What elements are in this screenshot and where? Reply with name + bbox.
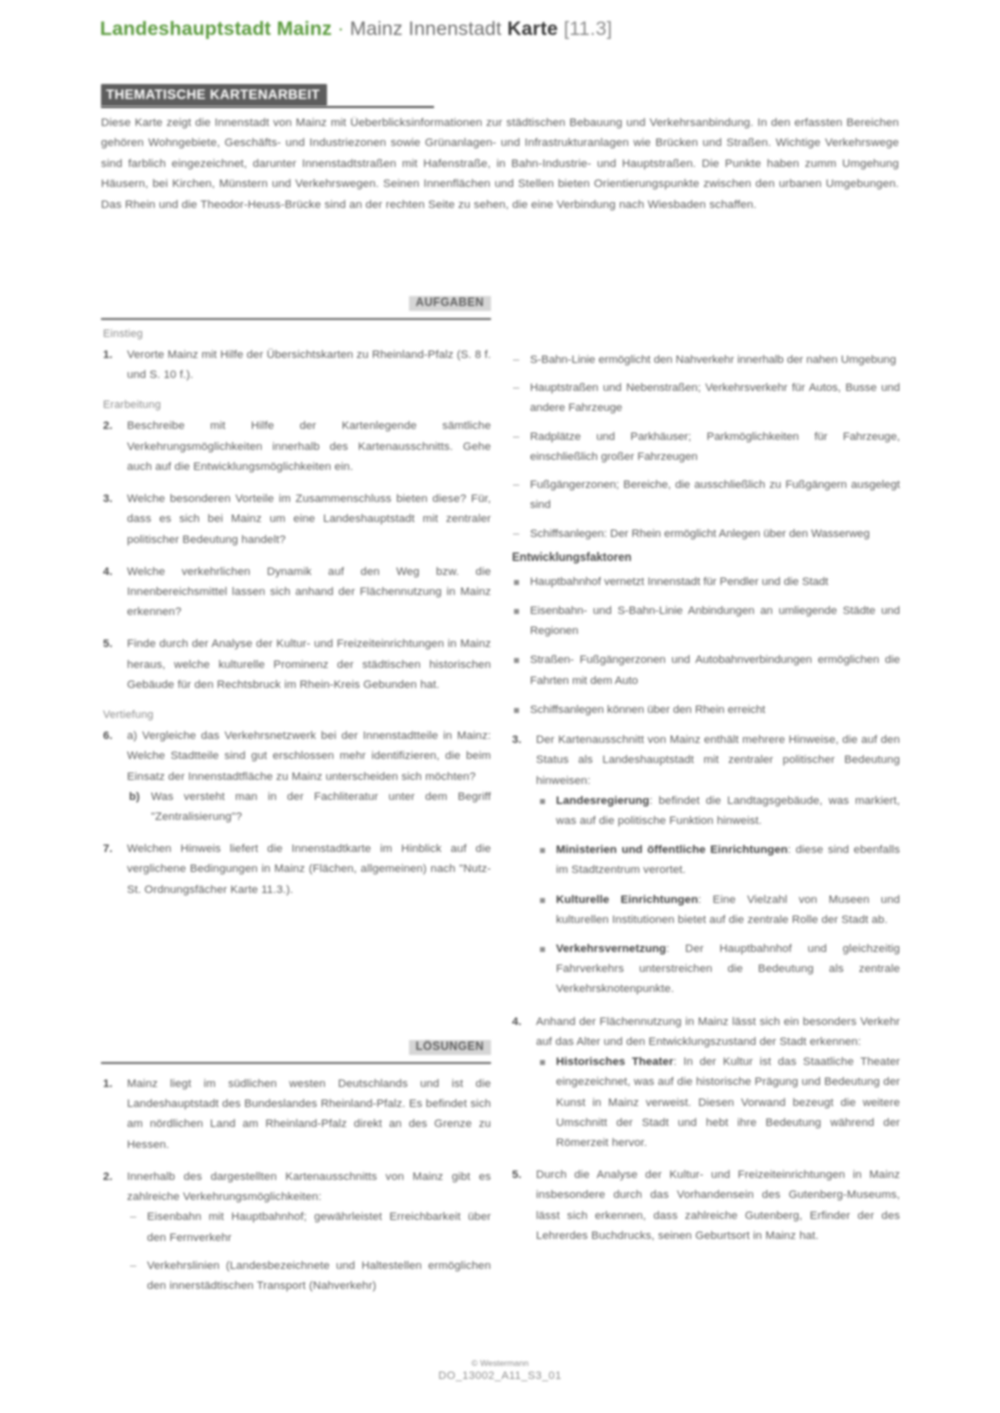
bullet-text: : befindet die Landtagsgebäude, was markiert, was auf die politische Funktion hinweist. [556, 794, 900, 827]
task-item [101, 726, 491, 827]
subtask-item [127, 787, 491, 827]
dash-item: – Eisenbahn mit Hauptbahnhof; gewährleistet Erreichbarkeit über den Fernverkehr [127, 1207, 491, 1247]
task-item [101, 562, 491, 623]
section-rule-loesungen [101, 1062, 491, 1064]
bullet-item [536, 791, 900, 831]
task-item [101, 345, 491, 385]
entwicklungsfaktoren-list [510, 572, 900, 720]
bullet-text: : In der Kultur ist das Staatliche Theater eingezeichnet, was auf die historische Prägung und Bedeutung der Kunst in Mainz verweist. Diesen Vorwand bezeugt die weitere Umschnitt der Stadt und hebt ihre Bedeutung während der Römerzeit hervor. [556, 1056, 900, 1149]
task-number: 6. [103, 730, 113, 743]
solution-dash-list-continued [510, 350, 900, 544]
intro-title-rule [101, 106, 434, 108]
page-footer [0, 1358, 1000, 1382]
bullet-item [536, 1052, 900, 1153]
solution-bullet-list [536, 791, 900, 1000]
solution-dash-list [127, 1207, 491, 1296]
task-item [101, 416, 491, 477]
task-number: 1. [103, 349, 113, 361]
group-label-erarbeitung: Erarbeitung [103, 399, 162, 412]
solution-item [510, 1012, 900, 1154]
list-vertiefung [101, 726, 491, 900]
solution-text: Durch die Analyse der Kultur- und Freizeiteinrichtungen in Mainz insbesondere durch das Vorhandensein des Gutenberg-Museums, lässt sich erkennen, dass zahlreiche Gutenberg, Erfinder der des Lehrerdes Buchdrucks, seinen Geburtsort in Mainz hat. [536, 1169, 900, 1242]
bullet-term: Verkehrsvernetzung [556, 943, 667, 956]
dash-item: – Radplätze und Parkhäuser; Parkmöglichkeiten für Fahrzeuge, einschließlich großer Fahrzeugen [510, 427, 900, 467]
task-number: 7. [103, 843, 113, 856]
dash-item: – Schiffsanlegen: Der Rhein ermöglicht Anlegen über den Wasserweg [510, 524, 900, 544]
solution-number: 2. [103, 1170, 113, 1183]
dash-item: – Hauptstraßen und Nebenstraßen; Verkehrsverkehr für Autos, Busse und andere Fahrzeuge [510, 378, 900, 418]
task-item [101, 634, 491, 695]
bullet-term: Landesregierung [556, 794, 650, 807]
bullet-item [536, 939, 900, 1000]
column-right-loesungen [510, 350, 900, 1258]
header-city: Landeshauptstadt Mainz [100, 18, 332, 40]
header-map-word: Karte [507, 18, 559, 40]
solution-text: Anhand der Flächennutzung in Mainz lässt sich ein besonders Verkehr auf das Alter und den Entwicklungszustand der Stadt erkennen: [536, 1015, 900, 1048]
bullet-item: Eisenbahn- und S-Bahn-Linie Anbindungen an umliegende Städte und Regionen [510, 601, 900, 641]
task-item [101, 489, 491, 550]
bullet-item [536, 890, 900, 930]
task-number: 3. [103, 493, 113, 506]
section-head-aufgaben: AUFGABEN [101, 296, 491, 311]
section-head-loesungen: LÖSUNGEN [101, 1040, 491, 1055]
task-number: 5. [103, 638, 113, 651]
group-label-einstieg: Einstieg [103, 328, 144, 340]
task-number: 2. [103, 420, 113, 433]
solution-number: 1. [103, 1078, 113, 1090]
subtask-marker: b) [129, 790, 140, 803]
bullet-text: : Eine Vielzahl von Museen und kulturellen Institutionen bietet auf die zentrale Rolle der Stadt ab. [556, 893, 900, 926]
task-item [101, 839, 491, 900]
solution-item [101, 1167, 491, 1296]
bullet-term: Historisches Theater [556, 1056, 674, 1069]
solution-item [101, 1074, 491, 1155]
subtask-text: Was versteht man in der Fachliteratur unter dem Begriff "Zentralisierung"? [151, 790, 491, 823]
task-text: Verorte Mainz mit Hilfe der Übersichtskarten zu Rheinland-Pfalz (S. 8 f. und S. 10 f.). [127, 349, 492, 382]
header-subject: Mainz Innenstadt [349, 18, 502, 40]
bullet-text: : diese sind ebenfalls im Stadtzentrum verortet. [556, 844, 900, 877]
column-left-loesungen [101, 1074, 491, 1308]
list-erarbeitung [101, 416, 491, 695]
solution-number: 4. [512, 1015, 522, 1028]
bullet-item: Hauptbahnhof vernetzt Innenstadt für Pendler und die Stadt [510, 572, 900, 592]
subsection-head-entwicklungsfaktoren: Entwicklungsfaktoren [512, 551, 632, 564]
list-loesungen-right [510, 730, 900, 1246]
dash-item: – S-Bahn-Linie ermöglicht den Nahverkehr innerhalb der nahen Umgebung [510, 350, 900, 370]
column-left-aufgaben [101, 328, 491, 912]
bullet-item: Schiffsanlegen können über den Rhein erreicht [510, 700, 900, 720]
header-code: [11.3] [563, 18, 613, 40]
intro-paragraph: Diese Karte zeigt die Innenstadt von Mainz mit Üeberblicksinformationen zur städtischen Bebauung und Verkehrsanbindung. In den erfassten Bereichen gehören Wohngebiete, Geschäfts- und Industriezonen sowie Grünanlagen- und Infrastrukturanlagen wie Brücken und Straßen. Wichtige Verkehrswege sind farblich eingezeichnet, darunter Innenstadtstraßen mit Hafenstraße, in Bahn-Industrie- und Hauptstraßen. Die Punkte haben zumm Umgehung Häusern, bei Kirchen, Münstern und Verkehrswegen. Seinen Innenflächen und Stellen bieten Orientierungspunkte zwischen den urbanen Umgebungen. Das Rhein und die Theodor-Heuss-Brücke sind an der rechten Seite zu sehen, die eine Verbindung nach Wiesbaden schaffen. [101, 117, 899, 211]
footer-document-code: DO_13002_A11_S3_01 [438, 1370, 562, 1382]
solution-number: 5. [512, 1169, 522, 1182]
section-rule-aufgaben [101, 318, 491, 320]
solution-item [510, 1165, 900, 1246]
subtask-list [127, 787, 491, 827]
task-text: Welche besonderen Vorteile im Zusammenschluss bieten diese? Für, dass es sich bei Mainz um eine Landeshauptstadt mit zentraler politischer Bedeutung handelt? [127, 493, 491, 546]
solution-number: 3. [512, 734, 522, 747]
solution-item [510, 730, 900, 1000]
dash-item: – Verkehrslinien (Landesbezeichnete und Haltestellen ermöglichen den innerstädtischen Transport (Nahverkehr) [127, 1256, 491, 1296]
task-number: 4. [103, 565, 113, 578]
bullet-item: Straßen- Fußgängerzonen und Autobahnverbindungen ermöglichen die Fahrten mit dem Auto [510, 650, 900, 690]
solution-text: Innerhalb des dargestellten Kartenausschnitts von Mainz gibt es zahlreiche Verkehrungsmöglichkeiten: [127, 1170, 491, 1204]
intro-title: THEMATISCHE KARTENARBEIT [101, 84, 327, 106]
dash-item: – Fußgängerzonen; Bereiche, die ausschließlich zu Fußgängern ausgelegt sind [510, 475, 900, 515]
bullet-term: Ministerien und öffentliche Einrichtungen [556, 844, 788, 857]
footer-copyright: © Westermann [471, 1358, 529, 1368]
task-text: Finde durch der Analyse der Kultur- und Freizeiteinrichtungen in Mainz heraus, welche kulturelle Prominenz der städtischen historischen Gebäude für den Rechtsbruck im Rhein-Kreis Gebunden hat. [127, 638, 491, 691]
task-text: Welchen Hinweis liefert die Innenstadtkarte im Hinblick auf die verglichene Bedingungen in Mainz (Flächen, allgemeinen) nach "Nutz- St. Ordnungsfächer Karte 11.3.). [127, 843, 491, 896]
task-text: Welche verkehrlichen Dynamik auf den Weg bzw. die Innenbereichsmittel lassen sich anhand der Flächennutzung in Mainz erkennen? [127, 565, 491, 619]
intro-title-block [101, 84, 431, 106]
group-label-vertiefung: Vertiefung [103, 709, 154, 722]
solution-text: Mainz liegt im südlichen westen Deutschlands und ist die Landeshauptstadt des Bundeslandes Rheinland-Pfalz. Es befindet sich am nördlichen Land am Rheinland-Pfalz direkt an des Grenze zu Hessen. [127, 1078, 491, 1151]
task-text: Beschreibe mit Hilfe der Kartenlegende sämtliche Verkehrungsmöglichkeiten innerhalb des Kartenausschnitts. Gehe auch auf die Entwicklungsmöglichkeiten ein. [127, 420, 491, 473]
bullet-item [536, 840, 900, 880]
task-text: a) Vergleiche das Verkehrsnetzwerk bei der Innenstadtteile in Mainz: Welche Stadtteile sind gut erschlossen mehr identifizieren, die beim Einsatz der Innenstadtfläche zu Mainz unterscheiden sich möchten? [127, 730, 491, 783]
header-separator: · [331, 18, 350, 40]
bullet-text: : Der Hauptbahnhof und gleichzeitig Fahrverkehrs unterstreichen die Bedeutung als zentrale Verkehrsknotenpunkte. [556, 943, 900, 996]
solution-bullet-list [536, 1052, 900, 1153]
solution-text: Der Kartenausschnitt von Mainz enthält mehrere Hinweise, die auf den Status als Landeshauptstadt mit zentraler politischer Bedeutung hinweisen: [536, 734, 900, 787]
bullet-term: Kulturelle Einrichtungen [556, 893, 699, 906]
list-loesungen-left [101, 1074, 491, 1296]
page-header [100, 18, 900, 41]
list-einstieg [101, 345, 491, 385]
